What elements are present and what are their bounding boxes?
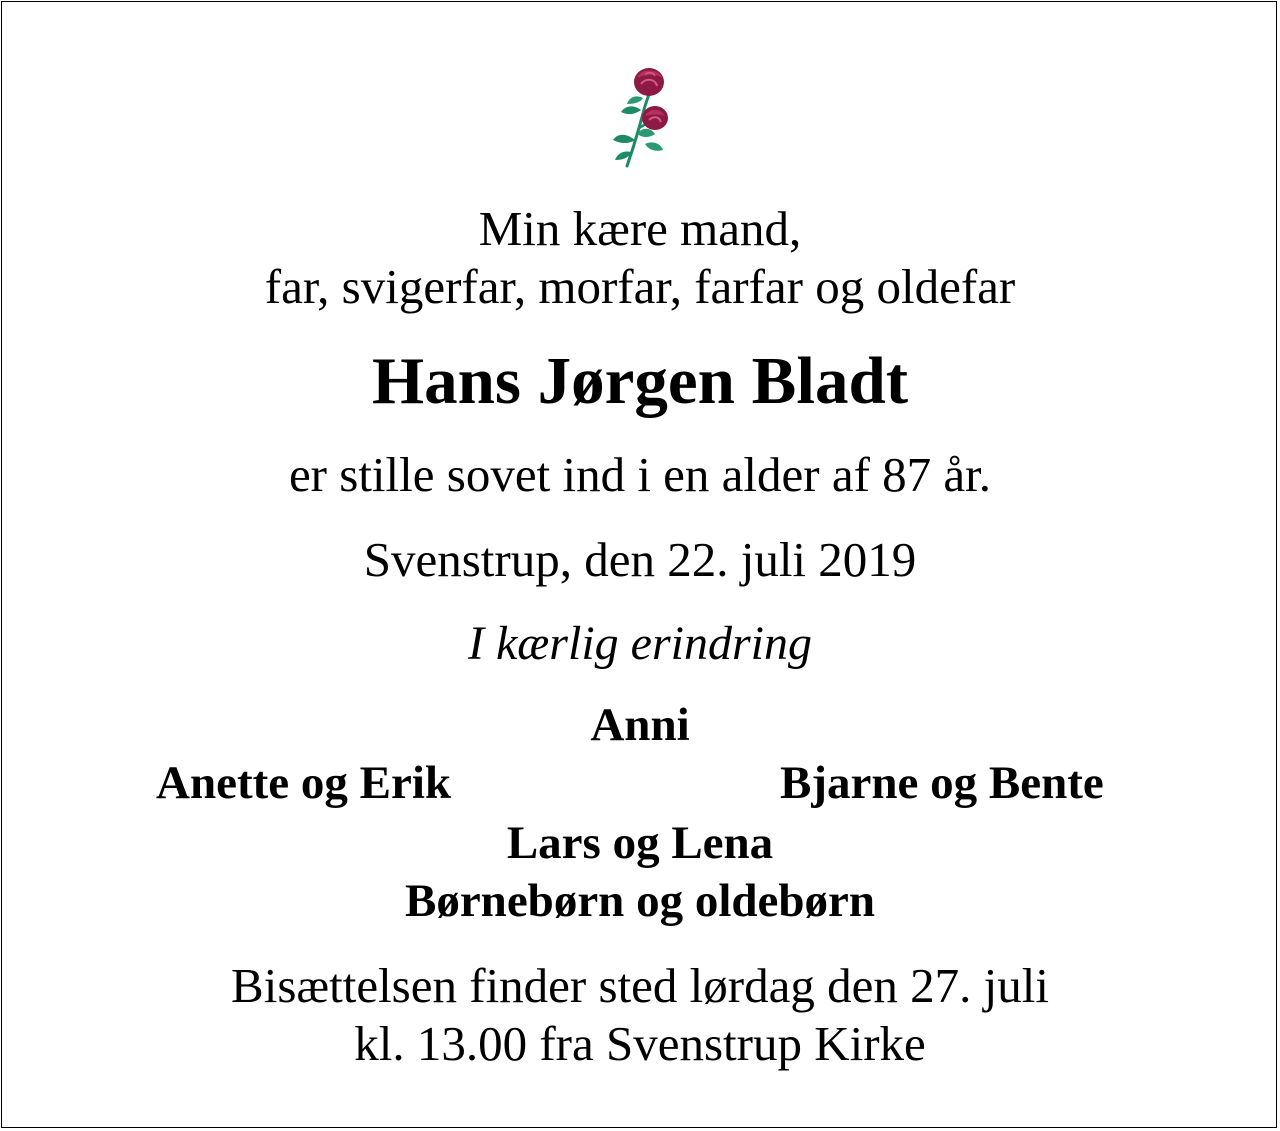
- deceased-name: Hans Jørgen Bladt: [371, 344, 909, 418]
- family-right: Bjarne og Bente: [780, 757, 1104, 809]
- place-date: Svenstrup, den 22. juli 2019: [363, 532, 917, 587]
- family-left: Anette og Erik: [156, 757, 452, 809]
- memory-text: I kærlig erindring: [468, 617, 812, 670]
- age-text: er stille sovet ind i en alder af 87 år.: [288, 447, 992, 502]
- funeral-line-1: Bisættelsen finder sted lørdag den 27. juli: [231, 958, 1049, 1013]
- rose-icon: [605, 62, 675, 172]
- intro-line-2: far, svigerfar, morfar, farfar og oldefar: [264, 259, 1016, 314]
- funeral-line-2: kl. 13.00 fra Svenstrup Kirke: [354, 1016, 926, 1071]
- family-spouse: Anni: [590, 699, 690, 751]
- family-center: Lars og Lena: [506, 817, 774, 869]
- intro-line-1: Min kære mand,: [478, 201, 802, 256]
- family-grandchildren: Børnebørn og oldebørn: [404, 875, 876, 927]
